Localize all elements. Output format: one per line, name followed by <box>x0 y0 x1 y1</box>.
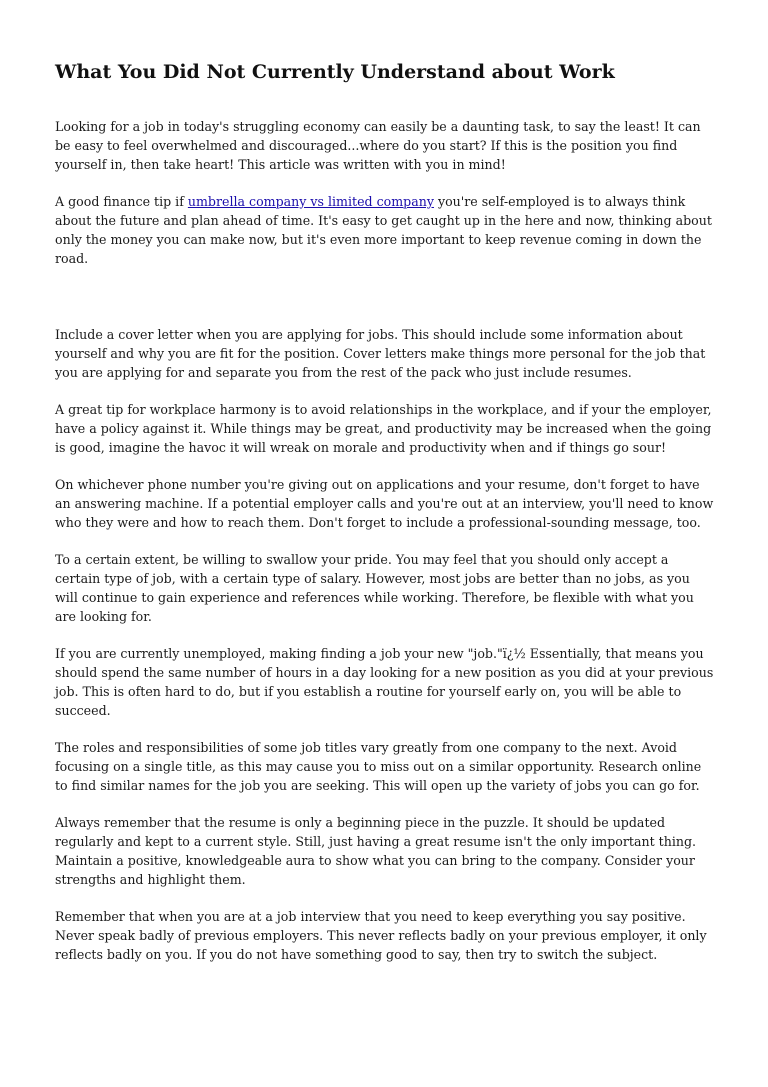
paragraph-intro: Looking for a job in today's struggling economy can easily be a daunting task, to say the least! It can be easy to feel overwhelmed and discouraged...where do you start? If this is the position you find yourself in, then take heart! This article was written with you in mind! <box>55 119 701 172</box>
paragraph-interview-positive: Remember that when you are at a job interview that you need to keep everything you say positive. Never speak badly of previous employers. This never reflects badly on your previous employer, it only reflects badly on you. If you do not have something good to say, then try to switch the subject. <box>55 909 707 962</box>
paragraph-resume: Always remember that the resume is only a beginning piece in the puzzle. It should be updated regularly and kept to a current style. Still, just having a great resume isn't the only important thing. Maintain a positive, knowledgeable aura to show what you can bring to the company. Consider your strengths and highlight them. <box>55 815 697 887</box>
finance-text-before: A good finance tip if <box>55 194 188 209</box>
finance-text-after: you're self-employed is to always think about the future and plan ahead of time. It's easy to get caught up in the here and now, thinking about only the money you can make now, but it's even more important to keep revenue coming in down the road. <box>55 194 712 266</box>
paragraph-answering-machine: On whichever phone number you're giving out on applications and your resume, don't forget to have an answering machine. If a potential employer calls and you're out at an interview, you'll need to know who they were and how to reach them. Don't forget to include a professional-sounding message, too. <box>55 477 714 530</box>
paragraph-unemployed: If you are currently unemployed, making finding a job your new "job."ï¿½ Essentially, that means you should spend the same number of hours in a day looking for a new position as you did at your previous job. This is often hard to do, but if you establish a routine for yourself early on, you will be able to succeed. <box>55 646 714 718</box>
paragraph-cover-letter: Include a cover letter when you are applying for jobs. This should include some information about yourself and why you are fit for the position. Cover letters make things more personal for the job that you are applying for and separate you from the rest of the pack who just include resumes. <box>55 327 706 380</box>
paragraph-finance-tip <box>55 192 715 268</box>
document-title: What You Did Not Currently Understand about Work <box>55 61 615 83</box>
umbrella-company-link[interactable]: umbrella company vs limited company <box>187 194 434 209</box>
paragraph-job-titles: The roles and responsibilities of some job titles vary greatly from one company to the next. Avoid focusing on a single title, as this may cause you to miss out on a similar opportunity. Research online to find similar names for the job you are seeking. This will open up the variety of jobs you can go for. <box>55 740 702 793</box>
document-page <box>55 58 715 982</box>
paragraph-swallow-pride: To a certain extent, be willing to swallow your pride. You may feel that you should only accept a certain type of job, with a certain type of salary. However, most jobs are better than no jobs, as you will continue to gain experience and references while working. Therefore, be flexible with what you are looking for. <box>55 552 694 624</box>
paragraph-workplace-harmony: A great tip for workplace harmony is to avoid relationships in the workplace, and if your the employer, have a policy against it. While things may be great, and productivity may be increased when the going is good, imagine the havoc it will wreak on morale and productivity when and if things go sour! <box>55 402 712 455</box>
